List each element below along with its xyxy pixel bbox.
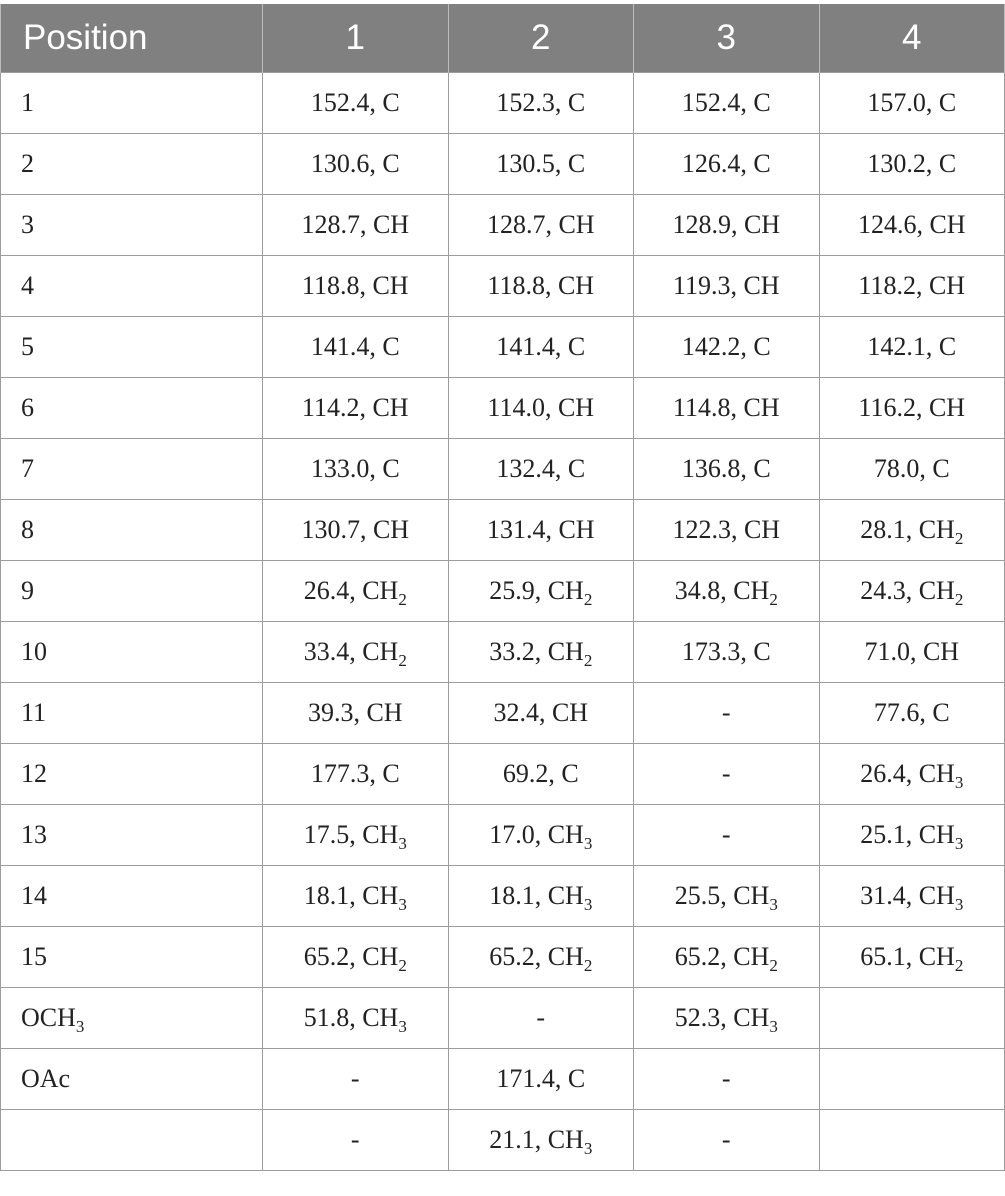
table-row <box>1 805 1005 866</box>
shift-cell: 26.4, $CH_2$ <box>263 561 449 622</box>
table-row <box>1 439 1005 500</box>
nmr-data-table-container <box>0 4 1005 1171</box>
shift-cell: 124.6, CH <box>819 195 1005 256</box>
header-compound-2: 2 <box>448 4 634 73</box>
shift-cell: 24.3, $CH_2$ <box>819 561 1005 622</box>
header-compound-3: 3 <box>634 4 820 73</box>
position-cell: 14 <box>1 866 263 927</box>
nmr-data-table <box>0 4 1005 1171</box>
position-cell: 7 <box>1 439 263 500</box>
table-row <box>1 866 1005 927</box>
shift-cell: 65.1, $CH_2$ <box>819 927 1005 988</box>
table-row <box>1 73 1005 134</box>
shift-cell: 118.8, CH <box>263 256 449 317</box>
shift-cell: 18.1, $CH_3$ <box>263 866 449 927</box>
position-cell: 13 <box>1 805 263 866</box>
table-row <box>1 683 1005 744</box>
header-position: Position <box>1 4 263 73</box>
shift-cell: 114.2, CH <box>263 378 449 439</box>
shift-cell: 157.0, C <box>819 73 1005 134</box>
shift-cell: 116.2, CH <box>819 378 1005 439</box>
table-row <box>1 378 1005 439</box>
shift-cell: 32.4, CH <box>448 683 634 744</box>
position-cell: 15 <box>1 927 263 988</box>
shift-cell: 114.8, CH <box>634 378 820 439</box>
table-row <box>1 927 1005 988</box>
shift-cell: 34.8, $CH_2$ <box>634 561 820 622</box>
position-cell: 1 <box>1 73 263 134</box>
shift-cell: 33.2, $CH_2$ <box>448 622 634 683</box>
shift-cell: 118.8, CH <box>448 256 634 317</box>
position-cell: 4 <box>1 256 263 317</box>
shift-cell: 122.3, CH <box>634 500 820 561</box>
table-row <box>1 134 1005 195</box>
shift-cell: 69.2, C <box>448 744 634 805</box>
shift-cell: 141.4, C <box>263 317 449 378</box>
shift-cell: 171.4, C <box>448 1049 634 1110</box>
position-cell <box>1 1110 263 1171</box>
table-row <box>1 195 1005 256</box>
shift-cell: 152.4, C <box>263 73 449 134</box>
shift-cell: 141.4, C <box>448 317 634 378</box>
shift-cell: 130.5, C <box>448 134 634 195</box>
table-body <box>1 73 1005 1171</box>
position-cell: 6 <box>1 378 263 439</box>
position-cell: OAc <box>1 1049 263 1110</box>
shift-cell: 173.3, C <box>634 622 820 683</box>
shift-cell: 142.2, C <box>634 317 820 378</box>
table-row <box>1 317 1005 378</box>
shift-cell: - <box>263 1110 449 1171</box>
shift-cell: 17.0, $CH_3$ <box>448 805 634 866</box>
table-row <box>1 561 1005 622</box>
position-cell: 8 <box>1 500 263 561</box>
shift-cell: 142.1, C <box>819 317 1005 378</box>
shift-cell: 130.2, C <box>819 134 1005 195</box>
shift-cell: 136.8, C <box>634 439 820 500</box>
shift-cell: 131.4, CH <box>448 500 634 561</box>
shift-cell: - <box>634 805 820 866</box>
shift-cell: 128.9, CH <box>634 195 820 256</box>
table-row <box>1 1049 1005 1110</box>
position-cell: 9 <box>1 561 263 622</box>
position-cell: $OCH_3$ <box>1 988 263 1049</box>
shift-cell: 77.6, C <box>819 683 1005 744</box>
shift-cell: 17.5, $CH_3$ <box>263 805 449 866</box>
shift-cell: 52.3, $CH_3$ <box>634 988 820 1049</box>
position-cell: 2 <box>1 134 263 195</box>
shift-cell: 130.7, CH <box>263 500 449 561</box>
shift-cell: - <box>634 744 820 805</box>
shift-cell: 128.7, CH <box>263 195 449 256</box>
shift-cell: 28.1, $CH_2$ <box>819 500 1005 561</box>
shift-cell: 118.2, CH <box>819 256 1005 317</box>
header-compound-4: 4 <box>819 4 1005 73</box>
shift-cell: 128.7, CH <box>448 195 634 256</box>
shift-cell: 71.0, CH <box>819 622 1005 683</box>
position-cell: 5 <box>1 317 263 378</box>
header-compound-1: 1 <box>263 4 449 73</box>
shift-cell: 33.4, $CH_2$ <box>263 622 449 683</box>
table-row <box>1 500 1005 561</box>
shift-cell: 25.5, $CH_3$ <box>634 866 820 927</box>
shift-cell: 65.2, $CH_2$ <box>448 927 634 988</box>
shift-cell: 25.1, $CH_3$ <box>819 805 1005 866</box>
shift-cell: 177.3, C <box>263 744 449 805</box>
shift-cell <box>819 1049 1005 1110</box>
table-row <box>1 256 1005 317</box>
shift-cell: - <box>634 1049 820 1110</box>
shift-cell: 152.3, C <box>448 73 634 134</box>
shift-cell: - <box>634 683 820 744</box>
shift-cell: 51.8, $CH_3$ <box>263 988 449 1049</box>
shift-cell: - <box>634 1110 820 1171</box>
shift-cell: 119.3, CH <box>634 256 820 317</box>
shift-cell: 126.4, C <box>634 134 820 195</box>
shift-cell: 65.2, $CH_2$ <box>263 927 449 988</box>
position-cell: 3 <box>1 195 263 256</box>
table-row <box>1 744 1005 805</box>
header-row <box>1 4 1005 73</box>
shift-cell <box>819 1110 1005 1171</box>
shift-cell: 132.4, C <box>448 439 634 500</box>
position-cell: 11 <box>1 683 263 744</box>
shift-cell: 78.0, C <box>819 439 1005 500</box>
shift-cell: 130.6, C <box>263 134 449 195</box>
shift-cell: 31.4, $CH_3$ <box>819 866 1005 927</box>
shift-cell: 21.1, $CH_3$ <box>448 1110 634 1171</box>
shift-cell: - <box>448 988 634 1049</box>
shift-cell: 18.1, $CH_3$ <box>448 866 634 927</box>
table-row <box>1 622 1005 683</box>
shift-cell: 114.0, CH <box>448 378 634 439</box>
position-cell: 12 <box>1 744 263 805</box>
shift-cell: 26.4, $CH_3$ <box>819 744 1005 805</box>
table-row <box>1 1110 1005 1171</box>
table-header <box>1 4 1005 73</box>
shift-cell: 152.4, C <box>634 73 820 134</box>
table-row <box>1 988 1005 1049</box>
shift-cell: 39.3, CH <box>263 683 449 744</box>
position-cell: 10 <box>1 622 263 683</box>
shift-cell: 25.9, $CH_2$ <box>448 561 634 622</box>
shift-cell <box>819 988 1005 1049</box>
shift-cell: 65.2, $CH_2$ <box>634 927 820 988</box>
shift-cell: - <box>263 1049 449 1110</box>
shift-cell: 133.0, C <box>263 439 449 500</box>
